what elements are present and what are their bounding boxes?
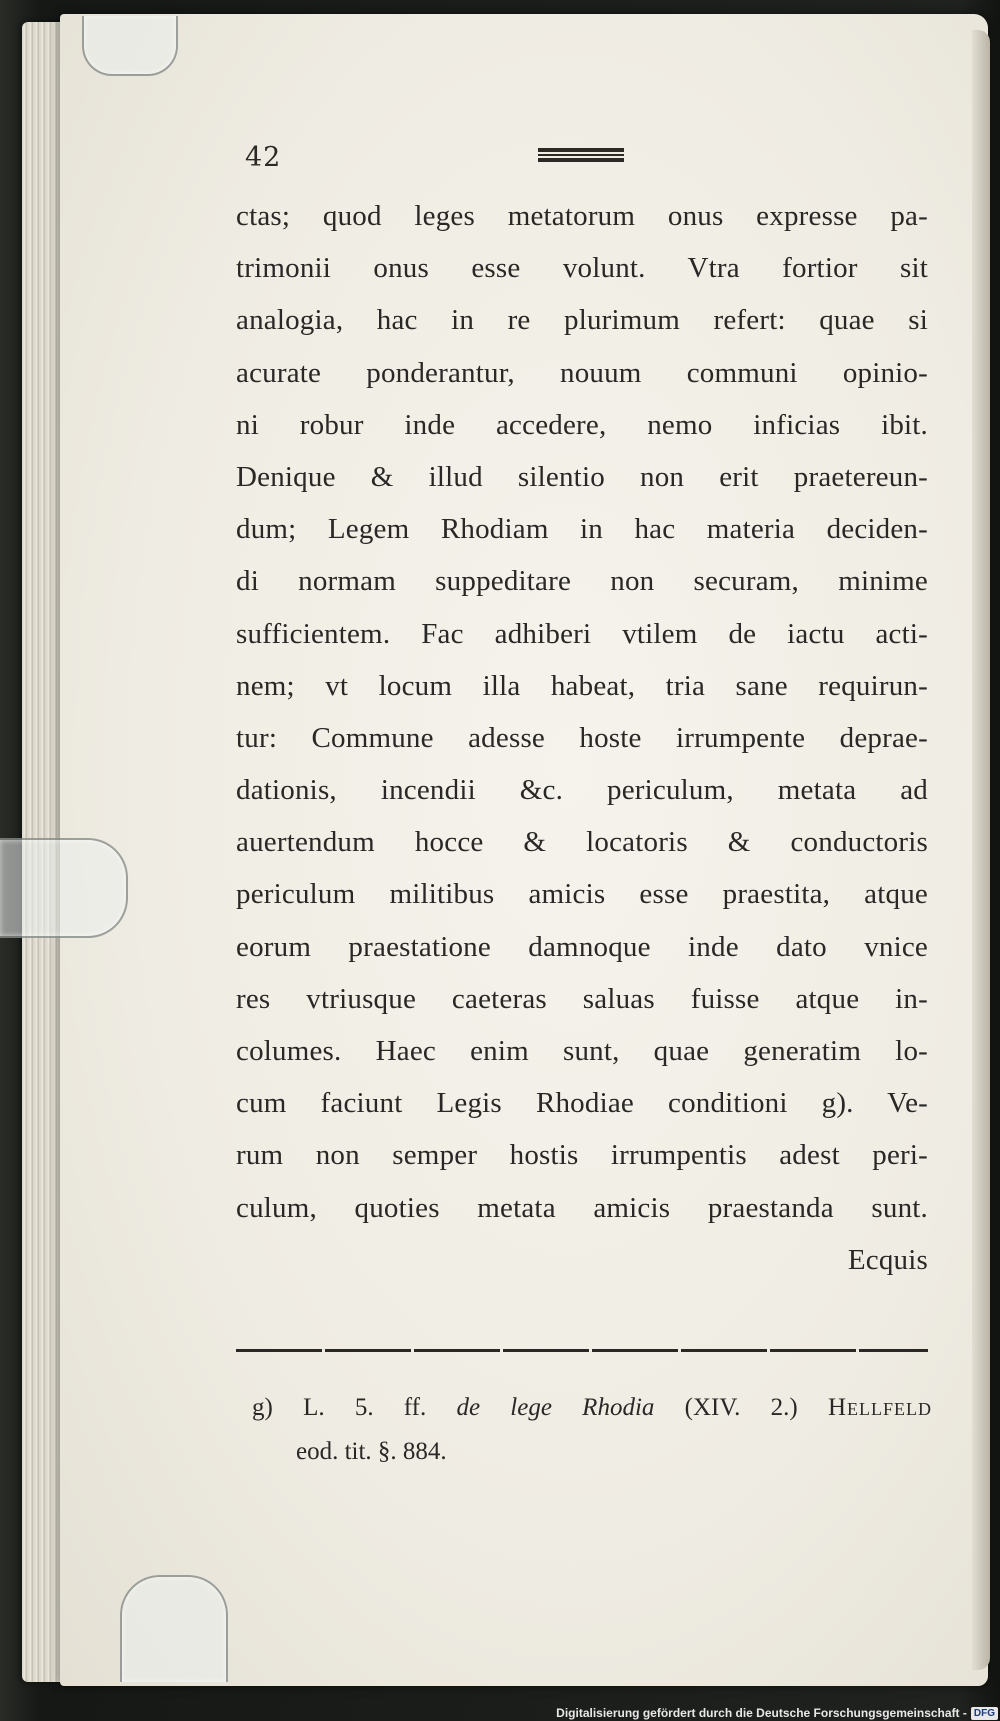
footnote-line: eod. tit. §. 884. — [296, 1438, 447, 1465]
footnote-ref-title: de lege Rhodia — [456, 1394, 655, 1421]
dfg-logo: DFG — [971, 1707, 998, 1720]
text-line: ni robur inde accedere, nemo inficias ibit. — [236, 408, 928, 441]
body-text — [236, 190, 928, 1286]
text-line: Denique & illud silentio non erit praetereun- — [236, 460, 928, 493]
text-line: columes. Haec enim sunt, quae generatim lo- — [236, 1035, 928, 1067]
footnote — [252, 1386, 932, 1474]
text-line: tur: Commune adesse hoste irrumpente deprae- — [236, 721, 928, 754]
book-clip-bottom — [120, 1575, 228, 1682]
header-ornament — [538, 148, 624, 162]
credit-text: Digitalisierung gefördert durch die Deutsche Forschungsgemeinschaft - — [556, 1706, 967, 1720]
book-right-edge — [972, 30, 990, 1670]
text-line: eorum praestatione damnoque inde dato vnice — [236, 930, 928, 963]
text-line: rum non semper hostis irrumpentis adest peri- — [236, 1139, 928, 1172]
footnote-ref-section: (XIV. 2.) — [684, 1394, 798, 1421]
catchword: Ecquis — [847, 1243, 928, 1276]
text-line: trimonii onus esse volunt. Vtra fortior sit — [236, 252, 928, 285]
text-line: cum faciunt Legis Rhodiae conditioni g). Ve- — [236, 1087, 928, 1120]
book-clip-top — [82, 16, 178, 76]
text-line: dationis, incendii &c. periculum, metata ad — [236, 774, 928, 807]
text-line: sufficientem. Fac adhiberi vtilem de iactu acti- — [236, 617, 928, 650]
text-line: dum; Legem Rhodiam in hac materia deciden- — [236, 513, 928, 546]
footnote-marker: g) — [252, 1394, 273, 1421]
text-line: culum, quoties metata amicis praestanda sunt. — [236, 1191, 928, 1224]
footnote-ref-start: L. 5. ff. — [303, 1394, 427, 1421]
text-line: ctas; quod leges metatorum onus expresse pa- — [236, 200, 928, 232]
footnote-rule — [236, 1349, 928, 1352]
text-line: res vtriusque caeteras saluas fuisse atque in- — [236, 982, 928, 1015]
book-clip-middle — [0, 838, 128, 938]
text-line: analogia, hac in re plurimum refert: quae si — [236, 304, 928, 337]
text-line: nem; vt locum illa habeat, tria sane requirun- — [236, 669, 928, 702]
text-line: di normam suppeditare non securam, minime — [236, 565, 928, 598]
digitization-credit — [556, 1705, 998, 1721]
footnote-author: Hellfeld — [827, 1394, 933, 1421]
text-line: acurate ponderantur, nouum communi opinio- — [236, 356, 928, 389]
page-number: 42 — [245, 142, 282, 173]
text-line: auertendum hocce & locatoris & conductoris — [236, 826, 928, 859]
footnote-line — [252, 1386, 932, 1430]
text-line: periculum militibus amicis esse praestita, atque — [236, 878, 928, 911]
